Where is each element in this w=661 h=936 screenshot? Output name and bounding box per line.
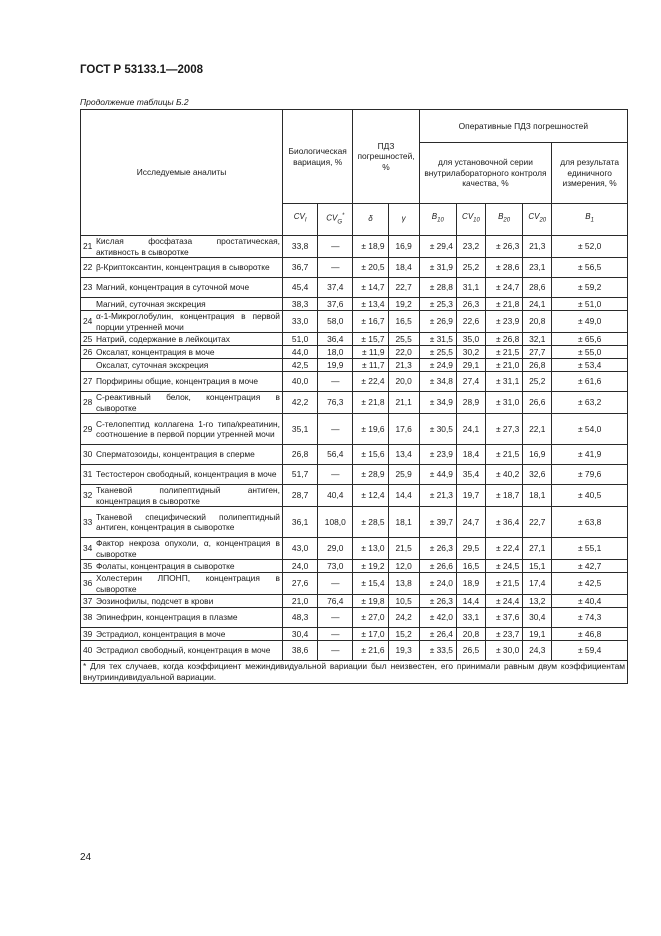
- cell-delta: ± 27,0: [353, 608, 388, 628]
- row-number: 24: [81, 311, 94, 333]
- cell-cv-i: 28,7: [282, 485, 317, 507]
- cell-cv-i: 30,4: [282, 628, 317, 641]
- cell-cv10: 28,9: [456, 392, 485, 414]
- table-row: [81, 278, 628, 298]
- cell-cv10: 33,1: [456, 608, 485, 628]
- cell-b20: ± 18,7: [485, 485, 522, 507]
- cell-cv20: 27,7: [523, 346, 552, 359]
- cell-b20: ± 36,4: [485, 507, 522, 538]
- cell-delta: ± 19,6: [353, 414, 388, 445]
- cell-b1: ± 53,4: [552, 359, 628, 372]
- cell-delta: ± 21,8: [353, 392, 388, 414]
- cell-cv10: 24,1: [456, 414, 485, 445]
- cell-gamma: 19,2: [388, 298, 419, 311]
- cell-cv-g: —: [318, 628, 353, 641]
- table-row: [81, 258, 628, 278]
- cell-cv-g: 108,0: [318, 507, 353, 538]
- cell-b1: ± 55,1: [552, 538, 628, 560]
- cell-b10: ± 30,5: [419, 414, 456, 445]
- table-row: [81, 333, 628, 346]
- cell-cv20: 26,6: [523, 392, 552, 414]
- row-number: 39: [81, 628, 94, 641]
- cell-gamma: 25,9: [388, 465, 419, 485]
- cell-b20: ± 26,8: [485, 333, 522, 346]
- analyte-name: β-Криптоксантин, концентрация в сыворотке: [94, 258, 283, 278]
- cell-cv-g: 76,4: [318, 595, 353, 608]
- cell-cv-i: 27,6: [282, 573, 317, 595]
- row-number: 28: [81, 392, 94, 414]
- header-cv-g: $CV_G^*$: [318, 204, 353, 236]
- table-row: [81, 595, 628, 608]
- analyte-name: Тканевой специфический полипептидный антиген, концентрация в сыворотке: [94, 507, 283, 538]
- table-row: [81, 465, 628, 485]
- cell-cv10: 25,2: [456, 258, 485, 278]
- cell-cv10: 20,8: [456, 628, 485, 641]
- table-row: [81, 392, 628, 414]
- header-b20: $B_{20}$: [485, 204, 522, 236]
- cell-gamma: 13,8: [388, 573, 419, 595]
- cell-b10: ± 39,7: [419, 507, 456, 538]
- cell-cv-i: 51,7: [282, 465, 317, 485]
- cell-cv-g: 76,3: [318, 392, 353, 414]
- analyte-name: Холестерин ЛПОНП, концентрация в сыворотке: [94, 573, 283, 595]
- cell-gamma: 16,5: [388, 311, 419, 333]
- cell-cv-i: 38,6: [282, 641, 317, 661]
- cell-cv10: 14,4: [456, 595, 485, 608]
- cell-b10: ± 21,3: [419, 485, 456, 507]
- header-cv20: $CV_{20}$: [523, 204, 552, 236]
- cell-b20: ± 22,4: [485, 538, 522, 560]
- cell-cv20: 28,6: [523, 278, 552, 298]
- page-number: 24: [80, 852, 92, 863]
- row-number: 33: [81, 507, 94, 538]
- cell-gamma: 15,2: [388, 628, 419, 641]
- cell-b20: ± 28,6: [485, 258, 522, 278]
- cell-b10: ± 24,9: [419, 359, 456, 372]
- cell-b10: ± 42,0: [419, 608, 456, 628]
- row-number: 38: [81, 608, 94, 628]
- header-b10: $B_{10}$: [419, 204, 456, 236]
- header-analytes: Исследуемые аналиты: [81, 110, 283, 236]
- cell-cv-g: 40,4: [318, 485, 353, 507]
- analyte-name: Эозинофилы, подсчет в крови: [94, 595, 283, 608]
- cell-cv-g: 73,0: [318, 560, 353, 573]
- cell-b1: ± 51,0: [552, 298, 628, 311]
- cell-cv-i: 43,0: [282, 538, 317, 560]
- cell-b10: ± 29,4: [419, 236, 456, 258]
- cell-b1: ± 40,5: [552, 485, 628, 507]
- table-row: [81, 445, 628, 465]
- cell-cv20: 18,1: [523, 485, 552, 507]
- cell-cv-i: 51,0: [282, 333, 317, 346]
- analyte-name: Сперматозоиды, концентрация в сперме: [94, 445, 283, 465]
- cell-delta: ± 11,9: [353, 346, 388, 359]
- cell-cv-g: —: [318, 414, 353, 445]
- header-gamma: γ: [388, 204, 419, 236]
- cell-cv20: 32,6: [523, 465, 552, 485]
- cell-cv-g: —: [318, 236, 353, 258]
- analyte-name: С-телопептид коллагена 1-го типа/креатинин, соотношение в первой порции утренней мочи: [94, 414, 283, 445]
- cell-cv-g: 36,4: [318, 333, 353, 346]
- cell-b1: ± 42,7: [552, 560, 628, 573]
- cell-cv20: 19,1: [523, 628, 552, 641]
- cell-b20: ± 21,5: [485, 445, 522, 465]
- cell-cv10: 35,0: [456, 333, 485, 346]
- cell-cv10: 26,5: [456, 641, 485, 661]
- cell-gamma: 14,4: [388, 485, 419, 507]
- cell-b10: ± 33,5: [419, 641, 456, 661]
- row-number: 23: [81, 278, 94, 298]
- row-number: [81, 298, 94, 311]
- cell-gamma: 21,5: [388, 538, 419, 560]
- table-footnote: * Для тех случаев, когда коэффициент межиндивидуальной вариации был неизвестен, его принимали равным двум коэффициентам внутрииндивидуальной вариации.: [81, 661, 628, 684]
- cell-cv10: 29,1: [456, 359, 485, 372]
- cell-gamma: 21,1: [388, 392, 419, 414]
- cell-delta: ± 14,7: [353, 278, 388, 298]
- cell-delta: ± 15,6: [353, 445, 388, 465]
- cell-cv-i: 24,0: [282, 560, 317, 573]
- cell-delta: ± 19,8: [353, 595, 388, 608]
- table-row: [81, 560, 628, 573]
- cell-delta: ± 17,0: [353, 628, 388, 641]
- cell-delta: ± 13,0: [353, 538, 388, 560]
- cell-b10: ± 23,9: [419, 445, 456, 465]
- cell-cv20: 17,4: [523, 573, 552, 595]
- cell-b1: ± 56,5: [552, 258, 628, 278]
- cell-cv10: 29,5: [456, 538, 485, 560]
- cell-cv-g: —: [318, 573, 353, 595]
- cell-b1: ± 40,4: [552, 595, 628, 608]
- cell-b10: ± 31,9: [419, 258, 456, 278]
- cell-cv-i: 33,8: [282, 236, 317, 258]
- cell-b20: ± 21,0: [485, 359, 522, 372]
- analyte-name: Эстрадиол свободный, концентрация в моче: [94, 641, 283, 661]
- table-row: [81, 311, 628, 333]
- cell-b20: ± 21,5: [485, 346, 522, 359]
- cell-gamma: 10,5: [388, 595, 419, 608]
- analyte-name: Оксалат, концентрация в моче: [94, 346, 283, 359]
- cell-b1: ± 55,0: [552, 346, 628, 359]
- cell-b10: ± 24,0: [419, 573, 456, 595]
- cell-b20: ± 27,3: [485, 414, 522, 445]
- cell-cv20: 15,1: [523, 560, 552, 573]
- document-header: ГОСТ Р 53133.1—2008: [80, 64, 204, 76]
- row-number: 30: [81, 445, 94, 465]
- cell-gamma: 22,7: [388, 278, 419, 298]
- cell-cv20: 30,4: [523, 608, 552, 628]
- header-b1: $B_1$: [552, 204, 628, 236]
- cell-b1: ± 65,6: [552, 333, 628, 346]
- cell-b20: ± 26,3: [485, 236, 522, 258]
- cell-b10: ± 25,5: [419, 346, 456, 359]
- table-row: [81, 359, 628, 372]
- cell-cv-i: 38,3: [282, 298, 317, 311]
- cell-gamma: 12,0: [388, 560, 419, 573]
- row-number: [81, 359, 94, 372]
- cell-cv10: 30,2: [456, 346, 485, 359]
- cell-cv20: 25,2: [523, 372, 552, 392]
- cell-gamma: 16,9: [388, 236, 419, 258]
- cell-cv-g: 19,9: [318, 359, 353, 372]
- cell-cv-g: 37,6: [318, 298, 353, 311]
- cell-b1: ± 41,9: [552, 445, 628, 465]
- cell-b20: ± 21,5: [485, 573, 522, 595]
- cell-cv-i: 36,1: [282, 507, 317, 538]
- cell-cv-g: —: [318, 641, 353, 661]
- table-row: [81, 628, 628, 641]
- cell-cv20: 20,8: [523, 311, 552, 333]
- cell-cv-g: —: [318, 258, 353, 278]
- cell-b20: ± 21,8: [485, 298, 522, 311]
- cell-cv-g: —: [318, 608, 353, 628]
- cell-gamma: 25,5: [388, 333, 419, 346]
- cell-cv20: 24,3: [523, 641, 552, 661]
- cell-cv-i: 26,8: [282, 445, 317, 465]
- table-row: [81, 573, 628, 595]
- cell-cv-g: —: [318, 465, 353, 485]
- cell-cv20: 22,1: [523, 414, 552, 445]
- cell-b10: ± 26,9: [419, 311, 456, 333]
- cell-delta: ± 20,5: [353, 258, 388, 278]
- cell-delta: ± 11,7: [353, 359, 388, 372]
- header-cv10: $CV_{10}$: [456, 204, 485, 236]
- cell-b1: ± 52,0: [552, 236, 628, 258]
- analyte-name: Фактор некроза опухоли, α, концентрация в сыворотке: [94, 538, 283, 560]
- row-number: 40: [81, 641, 94, 661]
- row-number: 29: [81, 414, 94, 445]
- cell-cv20: 24,1: [523, 298, 552, 311]
- cell-delta: ± 28,5: [353, 507, 388, 538]
- cell-cv20: 21,3: [523, 236, 552, 258]
- cell-cv10: 18,9: [456, 573, 485, 595]
- cell-gamma: 19,3: [388, 641, 419, 661]
- cell-b20: ± 24,5: [485, 560, 522, 573]
- cell-b10: ± 26,4: [419, 628, 456, 641]
- cell-cv-i: 42,5: [282, 359, 317, 372]
- cell-b10: ± 25,3: [419, 298, 456, 311]
- cell-b20: ± 24,7: [485, 278, 522, 298]
- analyte-name: С-реактивный белок, концентрация в сыворотке: [94, 392, 283, 414]
- cell-b1: ± 79,6: [552, 465, 628, 485]
- cell-cv-i: 42,2: [282, 392, 317, 414]
- table-body: [81, 236, 628, 661]
- row-number: 27: [81, 372, 94, 392]
- analyte-name: Оксалат, суточная экскреция: [94, 359, 283, 372]
- analyte-name: Натрий, содержание в лейкоцитах: [94, 333, 283, 346]
- cell-b20: ± 31,1: [485, 372, 522, 392]
- cell-cv10: 23,2: [456, 236, 485, 258]
- cell-b10: ± 28,8: [419, 278, 456, 298]
- cell-b20: ± 37,6: [485, 608, 522, 628]
- header-single-result: для результата единичного измерения, %: [552, 143, 628, 204]
- cell-b1: ± 63,8: [552, 507, 628, 538]
- cell-b1: ± 61,6: [552, 372, 628, 392]
- row-number: 31: [81, 465, 94, 485]
- cell-cv10: 31,1: [456, 278, 485, 298]
- cell-b1: ± 59,2: [552, 278, 628, 298]
- cell-cv10: 27,4: [456, 372, 485, 392]
- cell-b10: ± 44,9: [419, 465, 456, 485]
- cell-delta: ± 15,4: [353, 573, 388, 595]
- cell-cv10: 16,5: [456, 560, 485, 573]
- table-row: [81, 485, 628, 507]
- cell-cv-g: 18,0: [318, 346, 353, 359]
- cell-gamma: 22,0: [388, 346, 419, 359]
- cell-b1: ± 59,4: [552, 641, 628, 661]
- cell-gamma: 18,4: [388, 258, 419, 278]
- cell-b20: ± 24,4: [485, 595, 522, 608]
- row-number: 22: [81, 258, 94, 278]
- header-biological-variation: Биологическая вариация, %: [282, 110, 352, 204]
- table-row: [81, 372, 628, 392]
- row-number: 36: [81, 573, 94, 595]
- cell-cv-i: 35,1: [282, 414, 317, 445]
- cell-cv10: 22,6: [456, 311, 485, 333]
- cell-b10: ± 34,8: [419, 372, 456, 392]
- cell-cv10: 18,4: [456, 445, 485, 465]
- cell-b20: ± 23,7: [485, 628, 522, 641]
- analyte-name: α-1-Микроглобулин, концентрация в первой порции утренней мочи: [94, 311, 283, 333]
- header-setup-series: для установочной серии внутрилабораторного контроля качества, %: [419, 143, 552, 204]
- table-row: [81, 414, 628, 445]
- cell-b10: ± 26,3: [419, 538, 456, 560]
- analyte-name: Эпинефрин, концентрация в плазме: [94, 608, 283, 628]
- cell-cv-i: 21,0: [282, 595, 317, 608]
- cell-b20: ± 30,0: [485, 641, 522, 661]
- row-number: 26: [81, 346, 94, 359]
- cell-cv-g: 58,0: [318, 311, 353, 333]
- cell-b20: ± 23,9: [485, 311, 522, 333]
- cell-b1: ± 46,8: [552, 628, 628, 641]
- cell-cv20: 26,8: [523, 359, 552, 372]
- analyte-name: Порфирины общие, концентрация в моче: [94, 372, 283, 392]
- table-row: [81, 298, 628, 311]
- row-number: 32: [81, 485, 94, 507]
- table-row: [81, 608, 628, 628]
- cell-b10: ± 26,3: [419, 595, 456, 608]
- cell-gamma: 24,2: [388, 608, 419, 628]
- cell-cv20: 16,9: [523, 445, 552, 465]
- row-number: 21: [81, 236, 94, 258]
- cell-cv20: 13,2: [523, 595, 552, 608]
- cell-delta: ± 13,4: [353, 298, 388, 311]
- cell-delta: ± 21,6: [353, 641, 388, 661]
- cell-delta: ± 12,4: [353, 485, 388, 507]
- cell-b1: ± 54,0: [552, 414, 628, 445]
- table-continuation-caption: Продолжение таблицы Б.2: [80, 97, 189, 107]
- cell-cv20: 23,1: [523, 258, 552, 278]
- cell-delta: ± 28,9: [353, 465, 388, 485]
- cell-gamma: 17,6: [388, 414, 419, 445]
- cell-gamma: 21,3: [388, 359, 419, 372]
- row-number: 35: [81, 560, 94, 573]
- cell-cv10: 35,4: [456, 465, 485, 485]
- cell-cv-i: 36,7: [282, 258, 317, 278]
- table-row: [81, 346, 628, 359]
- cell-gamma: 20,0: [388, 372, 419, 392]
- analyte-name: Тканевой полипептидный антиген, концентрация в сыворотке: [94, 485, 283, 507]
- cell-cv-g: 56,4: [318, 445, 353, 465]
- cell-cv-g: 29,0: [318, 538, 353, 560]
- cell-b1: ± 49,0: [552, 311, 628, 333]
- cell-cv20: 27,1: [523, 538, 552, 560]
- cell-delta: ± 16,7: [353, 311, 388, 333]
- row-number: 37: [81, 595, 94, 608]
- cell-cv10: 19,7: [456, 485, 485, 507]
- cell-delta: ± 15,7: [353, 333, 388, 346]
- cell-cv-i: 40,0: [282, 372, 317, 392]
- cell-b1: ± 74,3: [552, 608, 628, 628]
- cell-cv10: 26,3: [456, 298, 485, 311]
- header-operative-pdz: Оперативные ПДЗ погрешностей: [419, 110, 627, 143]
- cell-cv-g: 37,4: [318, 278, 353, 298]
- row-number: 34: [81, 538, 94, 560]
- table-row: [81, 538, 628, 560]
- cell-delta: ± 19,2: [353, 560, 388, 573]
- table-header: [81, 110, 628, 236]
- cell-b20: ± 40,2: [485, 465, 522, 485]
- cell-cv20: 22,7: [523, 507, 552, 538]
- header-cv-i: $CV_I$: [282, 204, 317, 236]
- cell-cv-g: —: [318, 372, 353, 392]
- cell-b10: ± 26,6: [419, 560, 456, 573]
- data-table: [80, 109, 628, 684]
- cell-b10: ± 34,9: [419, 392, 456, 414]
- cell-cv-i: 44,0: [282, 346, 317, 359]
- analyte-name: Тестостерон свободный, концентрация в моче: [94, 465, 283, 485]
- analyte-name: Фолаты, концентрация в сыворотке: [94, 560, 283, 573]
- cell-b1: ± 42,5: [552, 573, 628, 595]
- cell-cv20: 32,1: [523, 333, 552, 346]
- cell-cv10: 24,7: [456, 507, 485, 538]
- cell-gamma: 18,1: [388, 507, 419, 538]
- row-number: 25: [81, 333, 94, 346]
- cell-cv-i: 45,4: [282, 278, 317, 298]
- analyte-name: Магний, концентрация в суточной моче: [94, 278, 283, 298]
- cell-cv-i: 33,0: [282, 311, 317, 333]
- table-row: [81, 641, 628, 661]
- table-row: [81, 507, 628, 538]
- cell-delta: ± 18,9: [353, 236, 388, 258]
- cell-b20: ± 31,0: [485, 392, 522, 414]
- cell-delta: ± 22,4: [353, 372, 388, 392]
- analyte-name: Эстрадиол, концентрация в моче: [94, 628, 283, 641]
- cell-b1: ± 63,2: [552, 392, 628, 414]
- header-delta: δ: [353, 204, 388, 236]
- table-row: [81, 236, 628, 258]
- cell-cv-i: 48,3: [282, 608, 317, 628]
- analyte-name: Магний, суточная экскреция: [94, 298, 283, 311]
- cell-gamma: 13,4: [388, 445, 419, 465]
- header-pdz-errors: ПДЗ погрешностей, %: [353, 110, 419, 204]
- analyte-name: Кислая фосфатаза простатическая, активность в сыворотке: [94, 236, 283, 258]
- cell-b10: ± 31,5: [419, 333, 456, 346]
